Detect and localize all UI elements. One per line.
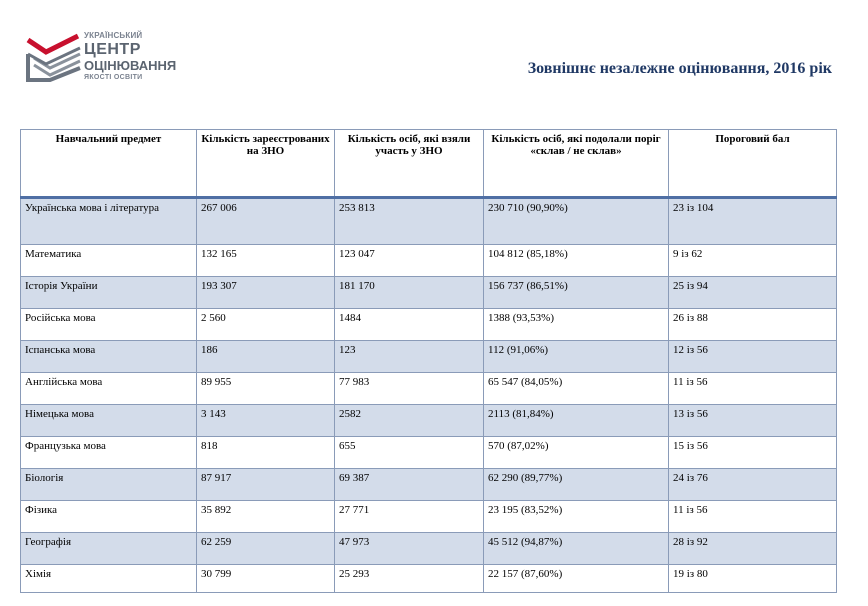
cell-participated: 123 047 — [335, 245, 484, 277]
header-registered: Кількість зареєстрованих на ЗНО — [197, 130, 335, 198]
table-row — [21, 373, 837, 405]
cell-threshold: 13 із 56 — [669, 405, 837, 437]
cell-threshold: 12 із 56 — [669, 341, 837, 373]
cell-passed: 1388 (93,53%) — [484, 309, 669, 341]
cell-threshold: 28 із 92 — [669, 533, 837, 565]
header-subject: Навчальний предмет — [21, 130, 197, 198]
cell-participated: 123 — [335, 341, 484, 373]
table-row — [21, 533, 837, 565]
cell-passed: 22 157 (87,60%) — [484, 565, 669, 593]
cell-registered: 89 955 — [197, 373, 335, 405]
cell-participated: 181 170 — [335, 277, 484, 309]
cell-participated: 69 387 — [335, 469, 484, 501]
table-row — [21, 501, 837, 533]
cell-subject: Географія — [21, 533, 197, 565]
cell-threshold: 11 із 56 — [669, 373, 837, 405]
cell-subject: Іспанська мова — [21, 341, 197, 373]
page-title: Зовнішнє незалежне оцінювання, 2016 рік — [527, 60, 832, 77]
cell-passed: 65 547 (84,05%) — [484, 373, 669, 405]
cell-subject: Фізика — [21, 501, 197, 533]
cell-registered: 35 892 — [197, 501, 335, 533]
cell-subject: Французька мова — [21, 437, 197, 469]
cell-passed: 2113 (81,84%) — [484, 405, 669, 437]
cell-threshold: 23 із 104 — [669, 198, 837, 245]
logo-line1: УКРАЇНСЬКИЙ — [84, 31, 143, 40]
cell-passed: 156 737 (86,51%) — [484, 277, 669, 309]
cell-subject: Біологія — [21, 469, 197, 501]
logo-book-icon — [26, 30, 84, 86]
header-threshold: Пороговий бал — [669, 130, 837, 198]
cell-passed: 230 710 (90,90%) — [484, 198, 669, 245]
results-table — [20, 129, 837, 593]
cell-passed: 23 195 (83,52%) — [484, 501, 669, 533]
header-passed: Кількість осіб, які подолали поріг «склав / не склав» — [484, 130, 669, 198]
logo — [26, 30, 176, 86]
cell-registered: 818 — [197, 437, 335, 469]
cell-registered: 87 917 — [197, 469, 335, 501]
logo-line2: ЦЕНТР — [84, 41, 141, 58]
cell-threshold: 24 із 76 — [669, 469, 837, 501]
cell-participated: 253 813 — [335, 198, 484, 245]
cell-participated: 47 973 — [335, 533, 484, 565]
cell-subject: Російська мова — [21, 309, 197, 341]
cell-threshold: 19 із 80 — [669, 565, 837, 593]
cell-registered: 186 — [197, 341, 335, 373]
table-row — [21, 565, 837, 593]
cell-registered: 62 259 — [197, 533, 335, 565]
table-row — [21, 198, 837, 245]
cell-passed: 112 (91,06%) — [484, 341, 669, 373]
cell-participated: 655 — [335, 437, 484, 469]
cell-passed: 104 812 (85,18%) — [484, 245, 669, 277]
cell-subject: Англійська мова — [21, 373, 197, 405]
table-row — [21, 245, 837, 277]
cell-subject: Історія України — [21, 277, 197, 309]
table-row — [21, 277, 837, 309]
logo-line4: ЯКОСТІ ОСВІТИ — [84, 74, 143, 81]
cell-threshold: 25 із 94 — [669, 277, 837, 309]
table-row — [21, 469, 837, 501]
cell-participated: 77 983 — [335, 373, 484, 405]
cell-participated: 27 771 — [335, 501, 484, 533]
cell-participated: 2582 — [335, 405, 484, 437]
cell-registered: 2 560 — [197, 309, 335, 341]
cell-passed: 62 290 (89,77%) — [484, 469, 669, 501]
cell-subject: Українська мова і література — [21, 198, 197, 245]
table-row — [21, 405, 837, 437]
table-row — [21, 437, 837, 469]
cell-registered: 30 799 — [197, 565, 335, 593]
cell-subject: Німецька мова — [21, 405, 197, 437]
header-participated: Кількість осіб, які взяли участь у ЗНО — [335, 130, 484, 198]
cell-threshold: 26 із 88 — [669, 309, 837, 341]
cell-passed: 45 512 (94,87%) — [484, 533, 669, 565]
cell-participated: 1484 — [335, 309, 484, 341]
cell-registered: 193 307 — [197, 277, 335, 309]
table-header-row — [21, 130, 837, 198]
cell-threshold: 9 із 62 — [669, 245, 837, 277]
table-row — [21, 309, 837, 341]
cell-registered: 267 006 — [197, 198, 335, 245]
cell-subject: Хімія — [21, 565, 197, 593]
cell-threshold: 11 із 56 — [669, 501, 837, 533]
cell-registered: 3 143 — [197, 405, 335, 437]
cell-threshold: 15 із 56 — [669, 437, 837, 469]
logo-line3: ОЦІНЮВАННЯ — [84, 58, 177, 73]
cell-participated: 25 293 — [335, 565, 484, 593]
cell-subject: Математика — [21, 245, 197, 277]
table-row — [21, 341, 837, 373]
cell-registered: 132 165 — [197, 245, 335, 277]
cell-passed: 570 (87,02%) — [484, 437, 669, 469]
